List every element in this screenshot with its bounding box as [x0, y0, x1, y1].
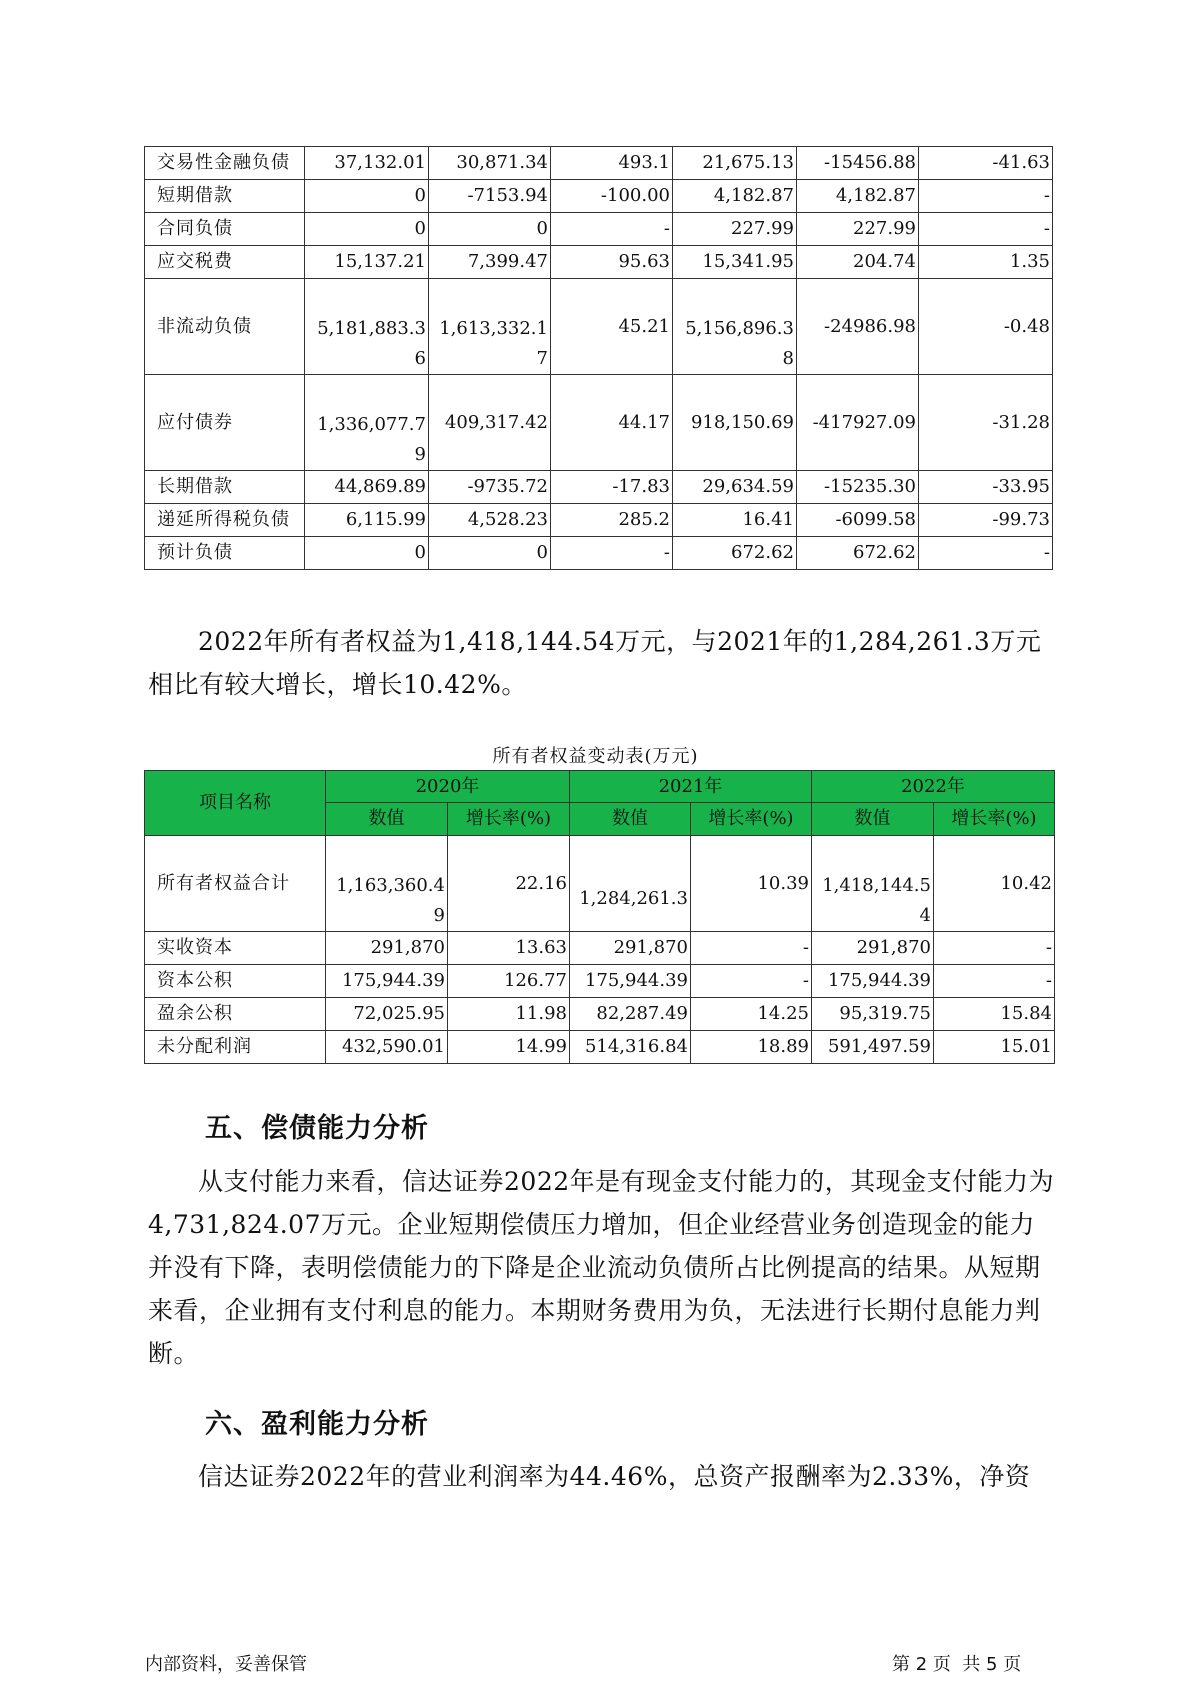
cell: 1,336,077.79	[305, 375, 429, 471]
table-row	[145, 504, 1053, 537]
cell: 0	[429, 537, 551, 570]
cell: 291,870	[326, 932, 448, 965]
cell: 7,399.47	[429, 246, 551, 279]
cell: 204.74	[797, 246, 919, 279]
section-heading-profitability: 六、盈利能力分析	[205, 1409, 429, 1440]
cell: 95,319.75	[812, 998, 934, 1031]
cell: -100.00	[551, 180, 673, 213]
cell: 15,341.95	[673, 246, 797, 279]
table-row	[145, 932, 1055, 965]
cell: 493.1	[551, 147, 673, 180]
cell: 15.01	[934, 1031, 1055, 1064]
solvency-paragraph	[148, 1160, 1058, 1375]
header-rate: 增长率(%)	[448, 803, 570, 836]
table-row	[145, 537, 1053, 570]
cell: -	[691, 965, 812, 998]
cell: -33.95	[919, 471, 1053, 504]
cell: 591,497.59	[812, 1031, 934, 1064]
row-label: 所有者权益合计	[145, 836, 326, 932]
cell: 1,613,332.17	[429, 279, 551, 375]
cell: 1.35	[919, 246, 1053, 279]
cell: 10.39	[691, 836, 812, 932]
cell: 14.25	[691, 998, 812, 1031]
cell: -6099.58	[797, 504, 919, 537]
cell: 672.62	[673, 537, 797, 570]
cell: 14.99	[448, 1031, 570, 1064]
row-label: 递延所得税负债	[145, 504, 305, 537]
row-label: 应付债券	[145, 375, 305, 471]
profitability-paragraph-text: 信达证券2022年的营业利润率为44.46%，总资产报酬率为2.33%，净资	[198, 1462, 1031, 1491]
table-row	[145, 471, 1053, 504]
cell: -	[934, 932, 1055, 965]
cell: -15235.30	[797, 471, 919, 504]
cell: 95.63	[551, 246, 673, 279]
cell: 175,944.39	[812, 965, 934, 998]
cell: 15,137.21	[305, 246, 429, 279]
footer-confidential-note: 内部资料，妥善保管	[145, 1654, 307, 1675]
table-row	[145, 965, 1055, 998]
table-row	[145, 375, 1053, 471]
cell: 10.42	[934, 836, 1055, 932]
cell: 291,870	[812, 932, 934, 965]
table-caption: 所有者权益变动表(万元)	[492, 746, 699, 767]
cell: -	[551, 213, 673, 246]
cell: -0.48	[919, 279, 1053, 375]
row-label: 资本公积	[145, 965, 326, 998]
cell: 285.2	[551, 504, 673, 537]
row-label: 长期借款	[145, 471, 305, 504]
cell: 175,944.39	[326, 965, 448, 998]
table-row	[145, 213, 1053, 246]
table-row	[145, 279, 1053, 375]
header-year: 2020年	[326, 771, 570, 803]
header-year: 2022年	[812, 771, 1055, 803]
liability-table	[144, 146, 1053, 570]
row-label: 非流动负债	[145, 279, 305, 375]
cell: 1,284,261.3	[570, 836, 691, 932]
equity-paragraph-text: 2022年所有者权益为1,418,144.54万元，与2021年的1,284,261.3万元相比有较大增长，增长10.42%。	[148, 627, 1042, 699]
cell: 0	[305, 180, 429, 213]
row-label: 实收资本	[145, 932, 326, 965]
row-label: 交易性金融负债	[145, 147, 305, 180]
footer-page-number: 第 2 页 共 5 页	[892, 1654, 1022, 1675]
cell: 4,182.87	[797, 180, 919, 213]
cell: 82,287.49	[570, 998, 691, 1031]
table-row	[145, 998, 1055, 1031]
cell: 29,634.59	[673, 471, 797, 504]
solvency-paragraph-text: 从支付能力来看，信达证券2022年是有现金支付能力的，其现金支付能力为4,731,824.07万元。企业短期偿债压力增加，但企业经营业务创造现金的能力并没有下降，表明偿债能力的下降是企业流动负债所占比例提高的结果。从短期来看，企业拥有支付利息的能力。本期财务费用为负，无法进行长期付息能力判断。	[148, 1167, 1055, 1368]
cell: -	[691, 932, 812, 965]
cell: -41.63	[919, 147, 1053, 180]
cell: 432,590.01	[326, 1031, 448, 1064]
cell: 672.62	[797, 537, 919, 570]
cell: 44,869.89	[305, 471, 429, 504]
cell: -	[919, 213, 1053, 246]
cell: 30,871.34	[429, 147, 551, 180]
header-value: 数值	[812, 803, 934, 836]
cell: 0	[305, 537, 429, 570]
header-year: 2021年	[570, 771, 812, 803]
row-label: 应交税费	[145, 246, 305, 279]
cell: -17.83	[551, 471, 673, 504]
cell: 227.99	[673, 213, 797, 246]
cell: -417927.09	[797, 375, 919, 471]
row-label: 未分配利润	[145, 1031, 326, 1064]
cell: 22.16	[448, 836, 570, 932]
cell: 514,316.84	[570, 1031, 691, 1064]
cell: 44.17	[551, 375, 673, 471]
cell: 291,870	[570, 932, 691, 965]
cell: -	[934, 965, 1055, 998]
table-row	[145, 836, 1055, 932]
header-value: 数值	[326, 803, 448, 836]
section-heading-solvency: 五、偿债能力分析	[205, 1113, 429, 1144]
cell: 4,182.87	[673, 180, 797, 213]
cell: 126.77	[448, 965, 570, 998]
cell: 21,675.13	[673, 147, 797, 180]
profitability-paragraph	[148, 1455, 1058, 1498]
cell: -9735.72	[429, 471, 551, 504]
cell: 6,115.99	[305, 504, 429, 537]
header-rate: 增长率(%)	[691, 803, 812, 836]
cell: 45.21	[551, 279, 673, 375]
cell: -99.73	[919, 504, 1053, 537]
cell: 13.63	[448, 932, 570, 965]
cell: 5,181,883.36	[305, 279, 429, 375]
table-row	[145, 180, 1053, 213]
cell: 11.98	[448, 998, 570, 1031]
header-value: 数值	[570, 803, 691, 836]
cell: 15.84	[934, 998, 1055, 1031]
cell: -7153.94	[429, 180, 551, 213]
cell: 0	[305, 213, 429, 246]
row-label: 短期借款	[145, 180, 305, 213]
header-rate: 增长率(%)	[934, 803, 1055, 836]
table-row	[145, 246, 1053, 279]
cell: -	[551, 537, 673, 570]
cell: 227.99	[797, 213, 919, 246]
cell: 409,317.42	[429, 375, 551, 471]
equity-table	[144, 770, 1055, 1064]
header-row-years	[145, 771, 1055, 803]
cell: 1,163,360.49	[326, 836, 448, 932]
row-label: 合同负债	[145, 213, 305, 246]
cell: 175,944.39	[570, 965, 691, 998]
row-label: 盈余公积	[145, 998, 326, 1031]
row-label: 预计负债	[145, 537, 305, 570]
header-project-name: 项目名称	[145, 771, 326, 836]
cell: -24986.98	[797, 279, 919, 375]
cell: -	[919, 180, 1053, 213]
equity-paragraph	[148, 620, 1058, 706]
table-row	[145, 147, 1053, 180]
cell: 72,025.95	[326, 998, 448, 1031]
cell: 16.41	[673, 504, 797, 537]
table-row	[145, 1031, 1055, 1064]
cell: 918,150.69	[673, 375, 797, 471]
cell: -15456.88	[797, 147, 919, 180]
cell: 4,528.23	[429, 504, 551, 537]
cell: 5,156,896.38	[673, 279, 797, 375]
cell: -31.28	[919, 375, 1053, 471]
cell: 0	[429, 213, 551, 246]
cell: -	[919, 537, 1053, 570]
cell: 18.89	[691, 1031, 812, 1064]
cell: 1,418,144.54	[812, 836, 934, 932]
cell: 37,132.01	[305, 147, 429, 180]
